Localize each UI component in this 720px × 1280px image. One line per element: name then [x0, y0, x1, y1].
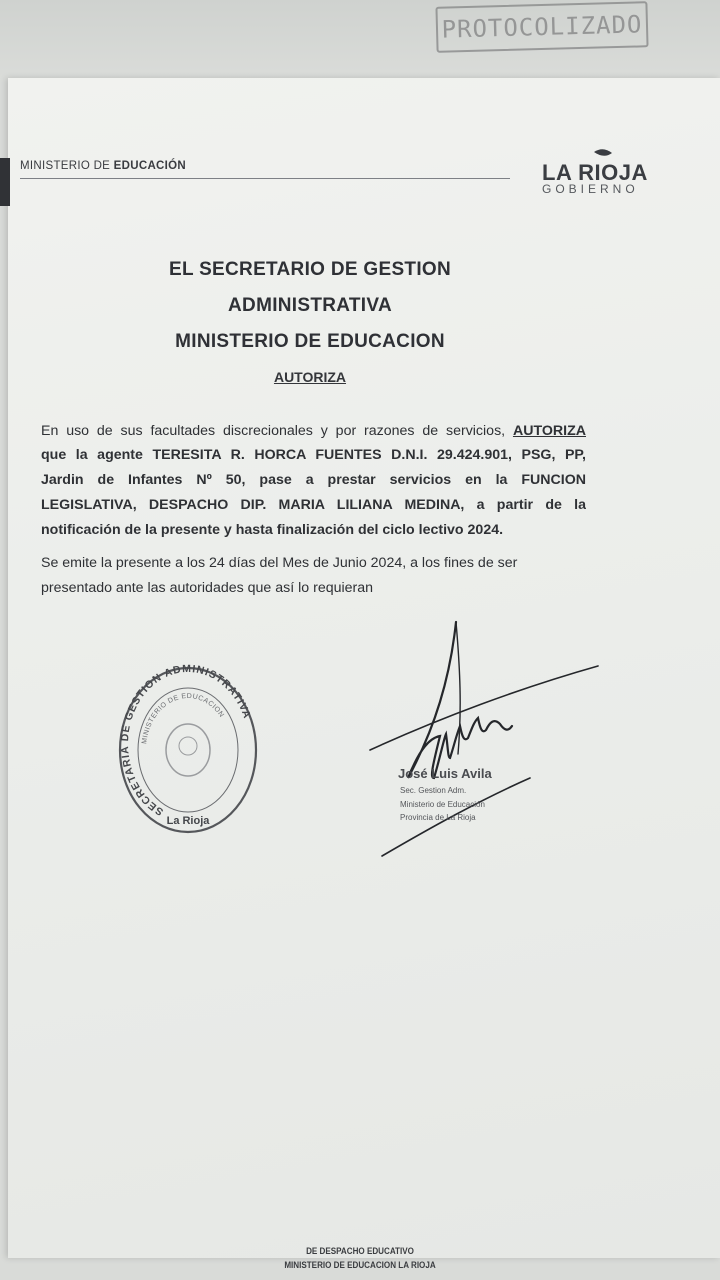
body-line-5: notificación de la presente y hasta finalización del ciclo lectivo 2024. — [41, 522, 504, 538]
body-line-1 — [41, 421, 586, 441]
seal-ring-textpath: SECRETARIA DE GESTION ADMINISTRATIVA — [118, 664, 254, 818]
body-line-3: Jardin de Infantes Nº 50, pase a prestar servicios en la FUNCION — [41, 472, 586, 488]
signatory-role-3: Provincia de La Rioja — [400, 813, 476, 822]
ministry-prefix: MINISTERIO DE — [20, 160, 114, 172]
signatory-name: José Luis Avila — [398, 766, 492, 781]
logo-name: LA RIOJA — [542, 160, 648, 185]
official-seal — [118, 664, 258, 836]
seal-bottom-text: La Rioja — [166, 815, 210, 827]
la-rioja-logo — [538, 148, 658, 198]
signature-scribble — [360, 618, 610, 868]
protocolizado-stamp: PROTOCOLIZADO — [435, 1, 648, 53]
ministry-header — [20, 160, 186, 172]
seal-ring-text — [119, 664, 253, 818]
title-line-2: ADMINISTRATIVA — [228, 295, 392, 316]
signatory-role-1: Sec. Gestion Adm. — [400, 786, 467, 795]
title-line-1: EL SECRETARIO DE GESTION — [168, 259, 452, 280]
footer-stamp-line-2: MINISTERIO DE EDUCACION LA RIOJA — [284, 1260, 436, 1271]
seal-inner-text — [141, 693, 225, 744]
seal-inner-textpath: MINISTERIO DE EDUCACION — [141, 692, 226, 745]
ministry-bold: EDUCACIÓN — [113, 160, 186, 172]
signatory-role-2: Ministerio de Educación — [400, 800, 485, 809]
leaf-icon — [592, 148, 614, 160]
body-line-6: Se emite la presente a los 24 días del Mes de Junio 2024, a los fines de ser — [41, 555, 518, 571]
title-line-3: MINISTERIO DE EDUCACION — [175, 331, 445, 352]
body-line-7: presentado ante las autoridades que así lo requieran — [41, 580, 374, 596]
subtitle-autoriza: AUTORIZA — [273, 369, 347, 385]
body-line-4: LEGISLATIVA, DESPACHO DIP. MARIA LILIANA MEDINA, a partir de la — [41, 497, 586, 513]
body-line-1-bold: AUTORIZA — [512, 423, 586, 439]
body-line-1-text: En uso de sus facultades discrecionales y por razones de servicios, — [41, 423, 513, 439]
header-side-bar — [0, 158, 10, 206]
footer-stamp-line-1: DE DESPACHO EDUCATIVO — [306, 1246, 414, 1257]
body-line-2: que la agente TERESITA R. HORCA FUENTES D.N.I. 29.424.901, PSG, PP, — [41, 447, 586, 463]
header-divider — [20, 178, 510, 179]
logo-sub: GOBIERNO — [542, 182, 639, 196]
